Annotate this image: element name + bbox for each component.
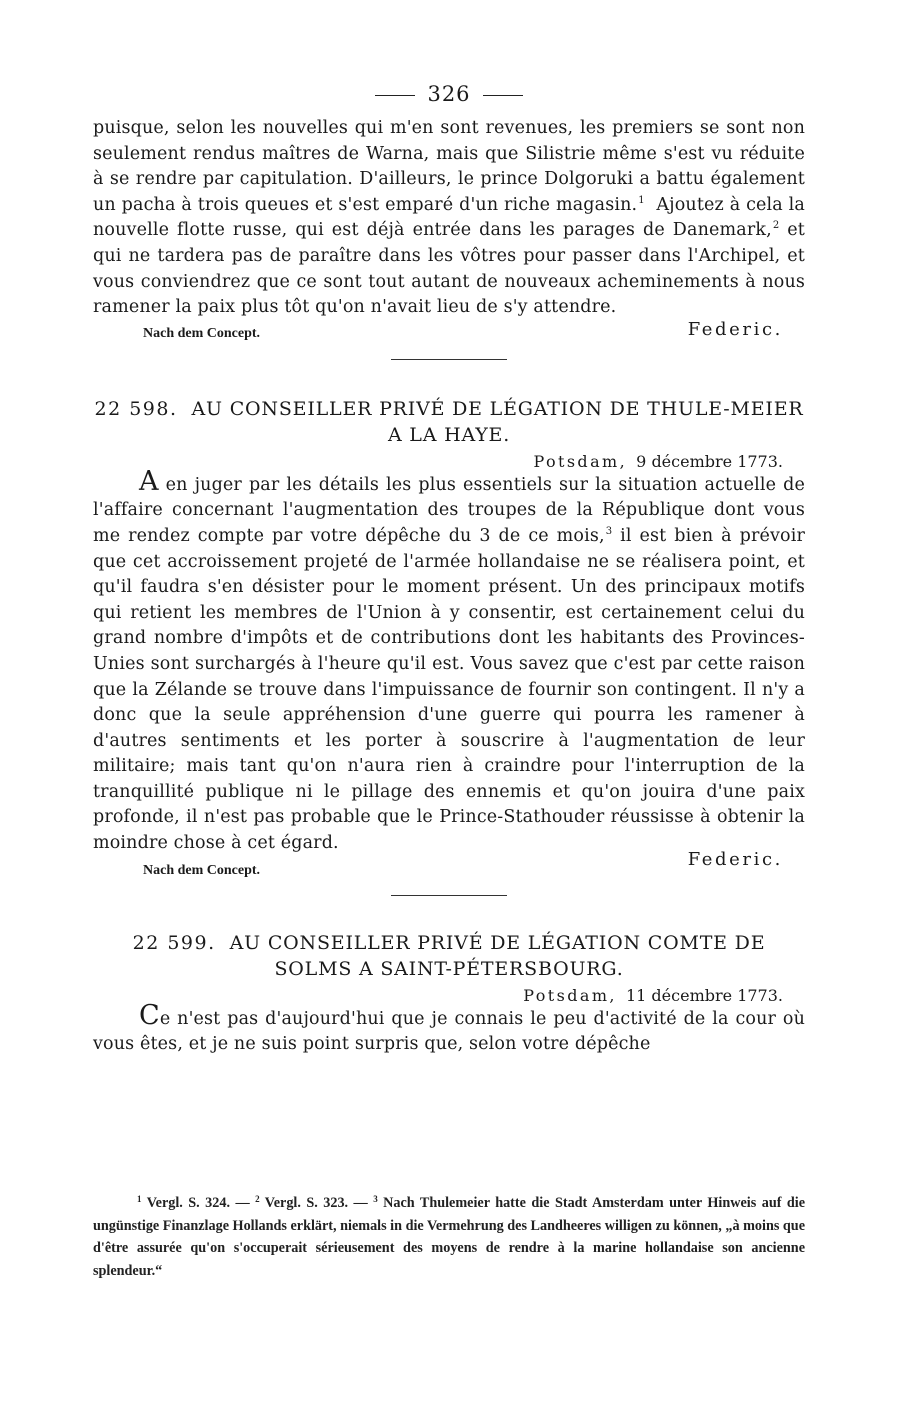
- letter-number: 22 599.: [132, 931, 216, 954]
- letter-number: 22 598.: [94, 397, 178, 420]
- place-date-22599: [93, 986, 783, 1005]
- signature: Federic.: [687, 848, 783, 870]
- place-date-22598: [93, 452, 783, 471]
- letter-heading-22598: [93, 396, 805, 448]
- signature-row-1: [93, 318, 805, 347]
- section-divider: [391, 895, 507, 896]
- source-note: Nach dem Concept.: [143, 325, 261, 341]
- continued-text-part-3: et qui ne tardera pas de paraître dans les vôtres pour passer dans l'Archipel, et vous conviendrez que ce sont tout autant de nouveaux acheminements à nous ramener la paix plus tôt qu'on n'avait lieu de s'y attendre.: [93, 220, 805, 318]
- letter-text-part-2: il est bien à prévoir que cet accroissement projeté de l'armée hollandaise ne se réalisera point, et qu'il faudra s'en désister pour le moment présent. Un des principaux motifs qui retient les membres de l'Union à y consentir, est certainement celui du grand nombre d'impôts et de contributions dont les habitants des Provinces-Unies sont surchargés à l'heure qu'il est. Vous savez que c'est par cette raison que la Zélande se trouve dans l'impuissance de fournir son contingent. Il n'y a donc que la seule appréhension d'une guerre qui pourra les ramener à d'autres sentiments et les porter à souscrire à l'augmentation de leur militaire; mais tant qu'on n'aura rien à craindre pour l'interruption de la tranquillité publique ni le pillage des ennemis et qu'on jouira d'une paix profonde, il n'est pas probable que le Prince-Stathouder réussisse à obtenir la moindre chose à cet égard.: [93, 525, 806, 854]
- letter-title: AU CONSEILLER PRIVÉ DE LÉGATION COMTE DE SOLMS A SAINT-PÉTERSBOURG.: [229, 931, 766, 980]
- letter-title: AU CONSEILLER PRIVÉ DE LÉGATION DE THULE-MEIER A LA HAYE.: [191, 397, 804, 446]
- letter-text-part-1: en juger par les détails les plus essentiels sur la situation actuelle de l'affaire concernant l'augmentation des troupes de la République dont vous me rendez compte par votre dépêche du 3 de ce mois,: [93, 474, 805, 546]
- footnote-ref-3: 3: [605, 525, 613, 537]
- letter-body-22598: [93, 465, 806, 857]
- page-number-text: 326: [427, 82, 471, 106]
- continued-text-part-1: puisque, selon les nouvelles qui m'en sont revenues, les premiers se sont non seulement rendus maîtres de Warna, mais que Silistrie même s'est vu réduite à se rendre par capitulation. D'ailleurs, le prince Dolgoruki a battu également un pacha à trois queues et s'est emparé d'un riche magasin.: [93, 118, 805, 215]
- page-number-right-dash: [483, 95, 523, 96]
- place: Potsdam,: [523, 985, 617, 1005]
- footnote-mark-3: 3: [373, 1194, 378, 1204]
- initial-letter: A: [139, 465, 159, 497]
- footnote-mark-1: 1: [137, 1194, 142, 1204]
- page: [93, 82, 805, 1058]
- footnote-mark-2: 2: [255, 1194, 260, 1204]
- footnote-ref-2: 2: [772, 220, 780, 232]
- date: 11 décembre 1773.: [625, 985, 783, 1005]
- letter-text-part-1: e n'est pas d'aujourd'hui que je connais le peu d'activité de la cour où vous êtes, et je ne suis point surpris que, selon votre dépêche: [93, 1008, 805, 1055]
- letter-body-22599: [93, 999, 805, 1058]
- signature: Federic.: [687, 318, 783, 340]
- letter-heading-22599: [93, 930, 805, 982]
- page-number: [93, 82, 805, 106]
- footnote-2-text: Vergl. S. 323. —: [264, 1195, 368, 1211]
- signature-row-2: [93, 848, 805, 887]
- page-number-left-dash: [375, 95, 415, 96]
- date: 9 décembre 1773.: [636, 451, 783, 471]
- section-divider: [391, 359, 507, 360]
- footnote-1-text: Vergl. S. 324. —: [146, 1195, 250, 1211]
- initial-letter: C: [139, 999, 160, 1031]
- continued-letter-text: [93, 116, 805, 321]
- place: Potsdam,: [533, 451, 628, 471]
- source-note: Nach dem Concept.: [143, 862, 261, 878]
- footnote-3-text: Nach Thulemeier hatte die Stadt Amsterdam unter Hinweis auf die ungünstige Finanzlage Hollands erklärt, niemals in die Vermehrung des Landheeres willigen zu können, „à moins que d'être assurée qu'on s'occuperait sérieusement des moyens de rendre à la marine hollandaise son ancienne splendeur.“: [93, 1195, 806, 1279]
- footnote-ref-1: 1: [638, 194, 645, 206]
- footnotes: [93, 1192, 805, 1282]
- continued-text-part-2: Ajoutez à cela la nouvelle flotte russe, qui est déjà entrée dans les parages de Danemark,: [93, 194, 805, 241]
- footnote-block: [93, 1192, 805, 1282]
